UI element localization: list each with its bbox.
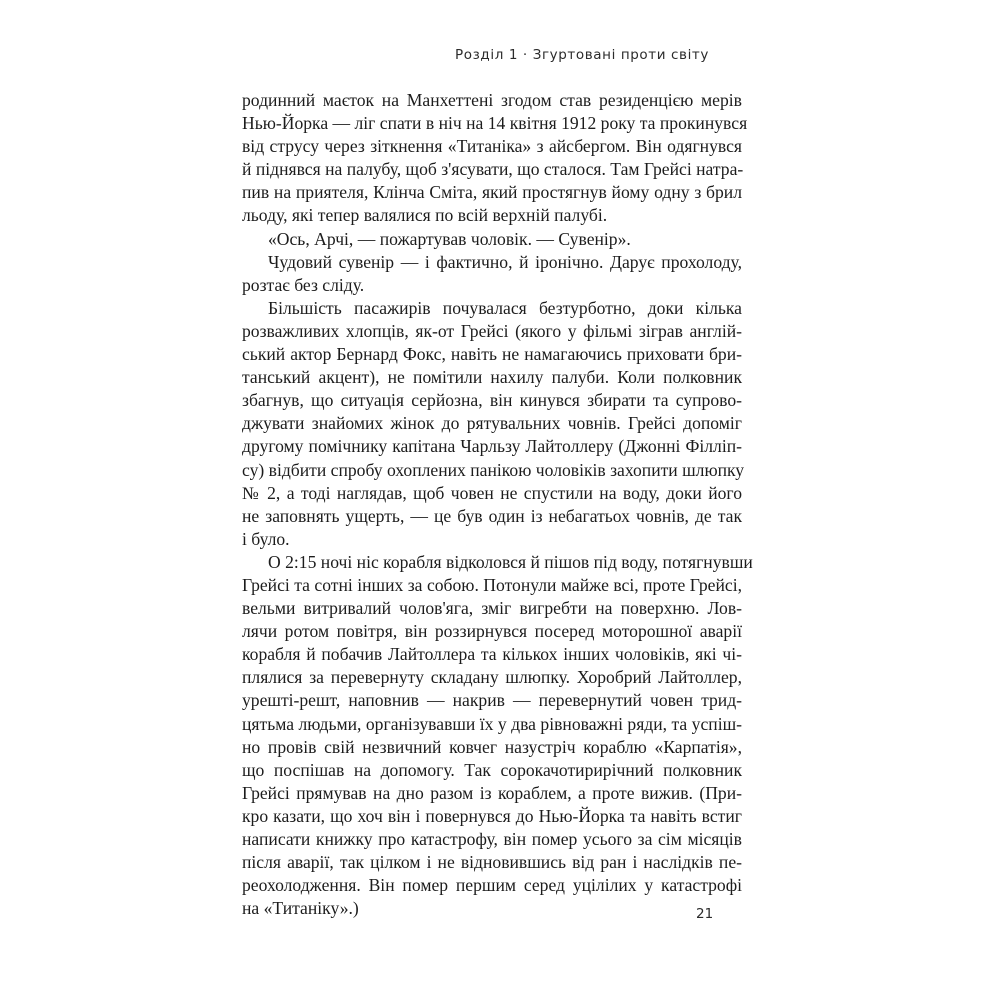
- text-line: написати книжку про катастрофу, він помер усього за сім місяців: [242, 829, 742, 849]
- text-line: «Ось, Арчі, — пожартував чоловік. — Сувенір».: [268, 228, 631, 249]
- text-line: су) відбити спробу охоплених панікою чоловіків захопити шлюпку: [242, 459, 745, 480]
- text-line: кро казати, що хоч він і повернувся до Нью-Йорка та навіть встиг: [242, 805, 742, 826]
- text-line: другому помічнику капітана Чарльзу Лайтоллеру (Джонні Філліп-: [242, 436, 742, 457]
- text-line: плялися за перевернуту складану шлюпку. Хоробрий Лайтоллер,: [242, 667, 742, 688]
- text-line: не заповнять ущерть, — це був один із небагатьох човнів, де так: [242, 505, 742, 526]
- text-line: розтає без сліду.: [242, 274, 365, 295]
- text-line: що поспішав на допомогу. Так сорокачотирирічний полковник: [242, 759, 742, 780]
- text-line: Чудовий сувенір — і фактично, й іронічно. Дарує прохолоду,: [268, 251, 742, 272]
- text-line: реохолодження. Він помер першим серед уцілілих у катастрофі: [242, 875, 742, 896]
- text-line: розважливих хлопців, як-от Грейсі (якого у фільмі зіграв англій-: [242, 320, 742, 341]
- text-line: вельми витривалий чолов'яга, зміг вигребти на поверхню. Лов-: [242, 598, 742, 619]
- body-text: [242, 89, 753, 920]
- text-line: танський акцент), не помітили нахилу палуби. Коли полковник: [242, 367, 742, 388]
- text-line: на «Титаніку».): [242, 898, 359, 919]
- text-line: джувати знайомих жінок до рятувальних човнів. Грейсі допоміг: [242, 413, 742, 434]
- text-line: корабля й побачив Лайтоллера та кількох інших чоловіків, які чі-: [242, 644, 742, 665]
- text-line: цятьма людьми, організувавши їх у два рівноважні ряди, та успіш-: [242, 713, 742, 734]
- text-line: Грейсі та сотні інших за собою. Потонули майже всі, проте Грейсі,: [242, 574, 742, 595]
- text-line: № 2, а тоді наглядав, щоб човен не спустили на воду, доки його: [242, 482, 742, 503]
- text-line: Більшість пасажирів почувалася безтурботно, доки кілька: [268, 297, 742, 318]
- text-line: Грейсі прямував на дно разом із кораблем, а проте вижив. (При-: [242, 782, 742, 803]
- text-line: урешті-решт, наповнив — накрив — перевернутий човен трид-: [242, 690, 742, 711]
- text-line: О 2:15 ночі ніс корабля відколовся й пішов під воду, потягнувши: [268, 551, 753, 572]
- text-line: від струсу через зіткнення «Титаніка» з айсбергом. Він одягнувся: [242, 136, 742, 157]
- text-line: лячи ротом повітря, він роззирнувся посеред моторошної аварії: [242, 621, 742, 642]
- text-line: родинний маєток на Манхеттені згодом став резиденцією мерів: [242, 90, 742, 110]
- text-line: збагнув, що ситуація серйозна, він кинувся збирати та супрово-: [242, 390, 742, 411]
- text-line: після аварії, так цілком і не відновившись від ран і наслідків пе-: [242, 852, 742, 873]
- text-line: ський актор Бернард Фокс, навіть не намагаючись приховати бри-: [242, 344, 742, 365]
- page-number: 21: [696, 906, 714, 922]
- text-line: пив на приятеля, Клінча Сміта, який простягнув йому одну з брил: [242, 182, 742, 203]
- running-head: Розділ 1 · Згуртовані проти світу: [455, 47, 709, 63]
- text-line: і було.: [242, 528, 290, 549]
- text-line: й піднявся на палубу, щоб з'ясувати, що сталося. Там Грейсі натра-: [242, 159, 744, 180]
- text-line: льоду, які тепер валялися по всій верхній палубі.: [242, 205, 608, 226]
- text-line: Нью-Йорка — ліг спати в ніч на 14 квітня 1912 року та прокинувся: [242, 113, 748, 134]
- text-line: но провів свій незвичний ковчег назустріч кораблю «Карпатія»,: [242, 736, 742, 757]
